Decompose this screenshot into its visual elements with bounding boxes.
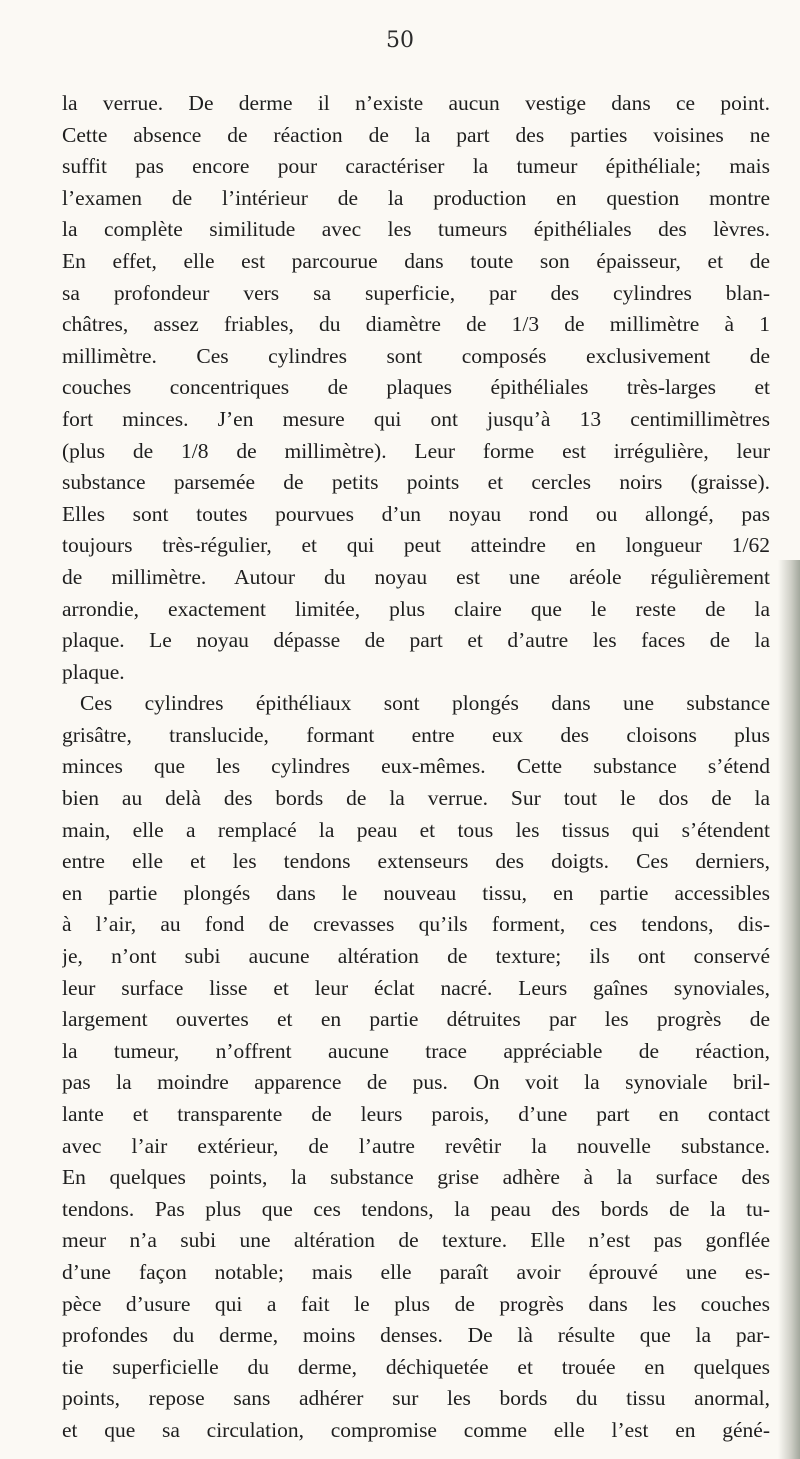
text-line: plaque. Le noyau dépasse de part et d’autre les faces de la [62,628,770,653]
text-line: profondes du derme, moins denses. De là résulte que la par- [62,1323,770,1348]
text-line: leur surface lisse et leur éclat nacré. Leurs gaînes synoviales, [62,975,770,1000]
text-line: la complète similitude avec les tumeurs épithéliales des lèvres. [62,217,770,242]
text-line: en partie plongés dans le nouveau tissu, en partie accessibles [62,880,770,905]
text-line: je, n’ont subi aucune altération de texture; ils ont conservé [62,944,770,969]
text-line: châtres, assez friables, du diamètre de 1/3 de millimètre à 1 [62,312,770,337]
text-line: à l’air, au fond de crevasses qu’ils forment, ces tendons, dis- [62,912,770,937]
text-line: Ces cylindres épithéliaux sont plongés dans une substance [80,691,770,716]
text-line: (plus de 1/8 de millimètre). Leur forme est irrégulière, leur [62,438,770,463]
text-line: la tumeur, n’offrent aucune trace appréciable de réaction, [62,1038,770,1063]
text-line: En quelques points, la substance grise adhère à la surface des [62,1165,770,1190]
text-line: main, elle a remplacé la peau et tous les tissus qui s’étendent [62,817,770,842]
text-line: lante et transparente de leurs parois, d’une part en contact [62,1102,770,1126]
text-line: arrondie, exactement limitée, plus claire que le reste de la [62,596,770,621]
text-line: entre elle et les tendons extenseurs des doigts. Ces derniers, [62,849,770,874]
text-line: l’examen de l’intérieur de la production en question montre [62,185,770,210]
text-line: grisâtre, translucide, formant entre eux des cloisons plus [62,722,770,747]
text-line: et que sa circulation, compromise comme elle l’est en géné- [62,1417,770,1442]
text-line: de millimètre. Autour du noyau est une aréole régulièrement [62,564,770,589]
text-line: tendons. Pas plus que ces tendons, la peau des bords de la tu- [62,1196,770,1221]
text-line: millimètre. Ces cylindres sont composés exclusivement de [62,343,770,368]
text-line: couches concentriques de plaques épithéliales très-larges et [62,375,770,400]
text-line: pas la moindre apparence de pus. On voit la synoviale bril- [62,1070,770,1095]
text-line: suffit pas encore pour caractériser la tumeur épithéliale; mais [62,154,770,179]
text-line: tie superficielle du derme, déchiquetée et trouée en quelques [62,1354,770,1379]
body-text [62,88,770,1447]
text-line: d’une façon notable; mais elle paraît avoir éprouvé une es- [62,1259,770,1284]
text-line: points, repose sans adhérer sur les bords du tissu anormal, [62,1386,770,1411]
text-line: substance parsemée de petits points et cercles noirs (graisse). [62,470,770,495]
text-line: la verrue. De derme il n’existe aucun vestige dans ce point. [62,91,770,115]
text-line: Cette absence de réaction de la part des parties voisines ne [62,122,770,147]
text-line: meur n’a subi une altération de texture. Elle n’est pas gonflée [62,1228,770,1253]
text-line: avec l’air extérieur, de l’autre revêtir la nouvelle substance. [62,1133,770,1158]
text-line: pèce d’usure qui a fait le plus de progrès dans les couches [62,1291,770,1316]
text-line: largement ouvertes et en partie détruites par les progrès de [62,1007,770,1032]
page-edge-shadow [778,560,800,1459]
text-line: bien au delà des bords de la verrue. Sur tout le dos de la [62,786,770,811]
text-line: En effet, elle est parcourue dans toute son épaisseur, et de [62,248,770,273]
text-line: minces que les cylindres eux-mêmes. Cette substance s’étend [62,754,770,779]
text-line: Elles sont toutes pourvues d’un noyau rond ou allongé, pas [62,501,770,526]
page-number: 50 [386,28,414,53]
text-line: sa profondeur vers sa superficie, par des cylindres blan- [62,280,770,305]
text-line: fort minces. J’en mesure qui ont jusqu’à 13 centimillimètres [62,406,770,431]
text-line: toujours très-régulier, et qui peut atteindre en longueur 1/62 [62,533,770,558]
text-line: plaque. [62,659,125,684]
